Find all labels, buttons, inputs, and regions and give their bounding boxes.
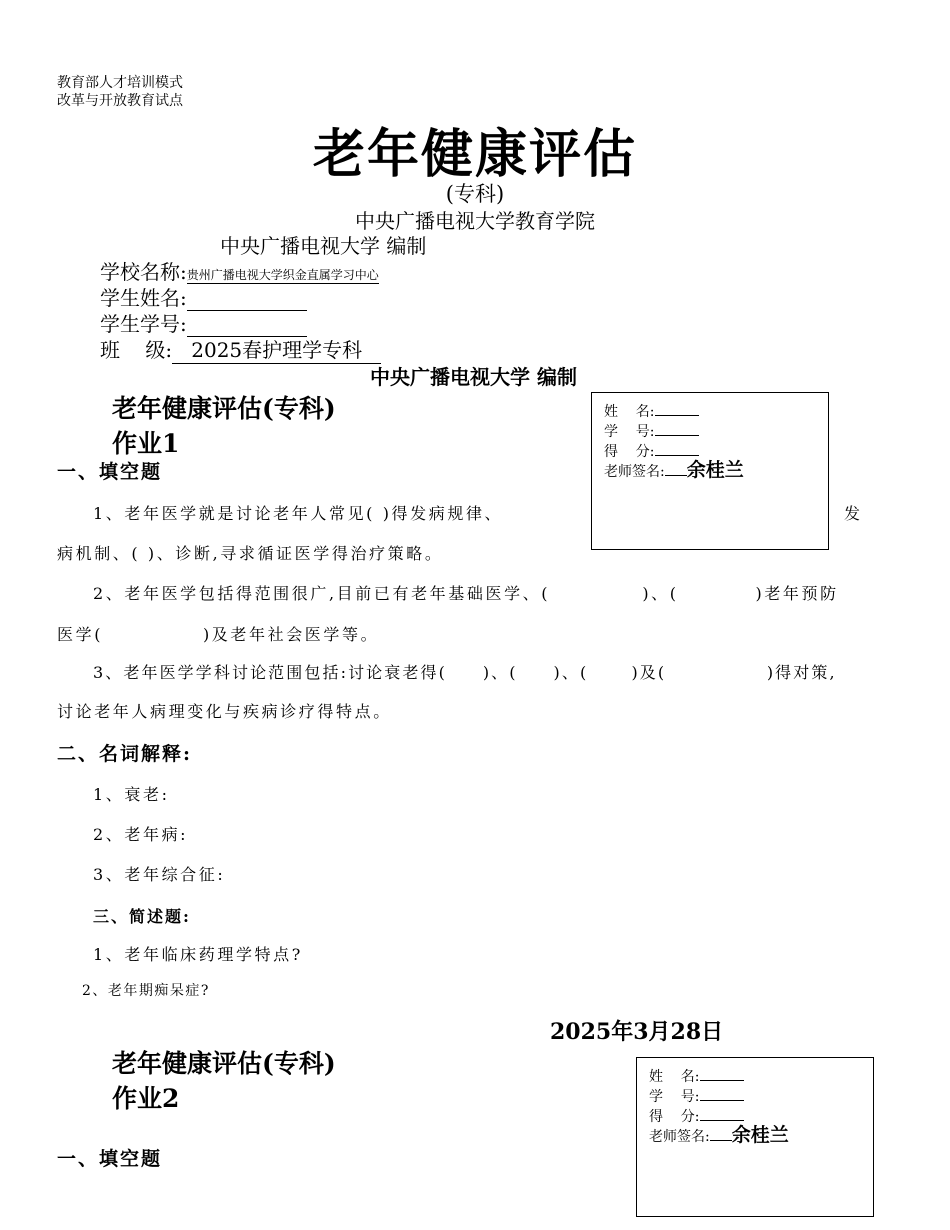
editor-line: 中央广播电视大学 编制: [220, 234, 427, 258]
hw2-teacher-signature: 余桂兰: [731, 1124, 789, 1146]
hw2-number: 作业2: [112, 1084, 180, 1113]
pilot-program-line-1: 教育部人才培训模式: [57, 75, 183, 91]
hw1-q1-line1: 1、老年医学就是讨论老年人常见( )得发病规律、: [93, 504, 504, 523]
hw1-teacher-signature: 余桂兰: [686, 459, 744, 481]
hw1-section-fill: 一、填空题: [57, 461, 163, 483]
hw1-id-row: [604, 421, 699, 441]
hw1-q3-line1: 3、老年医学学科讨论范围包括:讨论衰老得( )、( )、( )及( )得对策,: [93, 663, 837, 682]
hw1-score-label: 得 分:: [604, 444, 655, 460]
hw2-name-row: [649, 1066, 744, 1086]
hw2-name-label: 姓 名:: [649, 1069, 700, 1085]
hw2-id-blank: [700, 1088, 744, 1101]
hw1-section-essay: 三、简述题:: [93, 907, 191, 926]
pilot-program-line-2: 改革与开放教育试点: [57, 93, 183, 109]
course-title: 老年健康评估: [312, 124, 637, 185]
hw2-name-blank: [700, 1068, 744, 1081]
hw1-date: 2025年3月28日: [550, 1019, 724, 1045]
hw1-score-box: [591, 392, 829, 550]
hw2-score-label: 得 分:: [649, 1109, 700, 1125]
hw1-term-3: 3、老年综合征:: [93, 865, 226, 884]
hw1-number: 作业1: [112, 429, 180, 458]
school-field: [100, 256, 379, 285]
hw2-id-label: 学 号:: [649, 1089, 700, 1105]
class-field: [100, 334, 381, 364]
hw1-id-blank: [655, 423, 699, 436]
hw1-id-label: 学 号:: [604, 424, 655, 440]
hw1-sig-line: [665, 475, 687, 476]
student-id-label: 学生学号:: [100, 312, 187, 336]
hw1-q1-line2: 病机制、( )、诊断,寻求循证医学得治疗策略。: [57, 544, 444, 563]
editor-bold-line: 中央广播电视大学 编制: [370, 365, 577, 389]
hw1-essay-1: 1、老年临床药理学特点?: [93, 945, 303, 964]
student-name-field: [100, 282, 307, 311]
college-name: 中央广播电视大学教育学院: [355, 209, 595, 233]
hw1-q2-line2: 医学( )及老年社会医学等。: [57, 625, 380, 644]
hw2-section-fill: 一、填空题: [57, 1148, 163, 1170]
hw2-title: 老年健康评估(专科): [112, 1049, 336, 1078]
hw1-term-1: 1、衰老:: [93, 785, 170, 804]
hw1-teacher-row: [604, 455, 744, 482]
school-label: 学校名称:: [100, 260, 187, 284]
hw2-teacher-label: 老师签名:: [649, 1129, 710, 1145]
hw2-sig-line: [710, 1140, 732, 1141]
hw1-term-2: 2、老年病:: [93, 825, 189, 844]
class-value: 2025春护理学专科: [172, 334, 381, 364]
hw1-name-blank: [655, 403, 699, 416]
student-name-label: 学生姓名:: [100, 286, 187, 310]
hw1-essay-2: 2、老年期痴呆症?: [82, 983, 210, 999]
hw1-q1-tail: 发: [844, 504, 863, 523]
school-value: 贵州广播电视大学织金直属学习中心: [186, 268, 379, 282]
hw1-name-label: 姓 名:: [604, 404, 655, 420]
hw1-title: 老年健康评估(专科): [112, 394, 336, 423]
hw1-q2-line1: 2、老年医学包括得范围很广,目前已有老年基础医学、( )、( )老年预防: [93, 584, 839, 603]
class-label: 班 级:: [100, 338, 173, 362]
hw2-score-box: [636, 1057, 874, 1217]
hw1-q3-line2: 讨论老年人病理变化与疾病诊疗得特点。: [57, 702, 392, 721]
hw2-teacher-row: [649, 1120, 789, 1147]
hw2-id-row: [649, 1086, 744, 1106]
course-level: (专科): [445, 182, 505, 206]
hw1-teacher-label: 老师签名:: [604, 464, 665, 480]
student-id-field: [100, 308, 307, 337]
hw1-name-row: [604, 401, 699, 421]
hw1-section-terms: 二、名词解释:: [57, 743, 193, 765]
